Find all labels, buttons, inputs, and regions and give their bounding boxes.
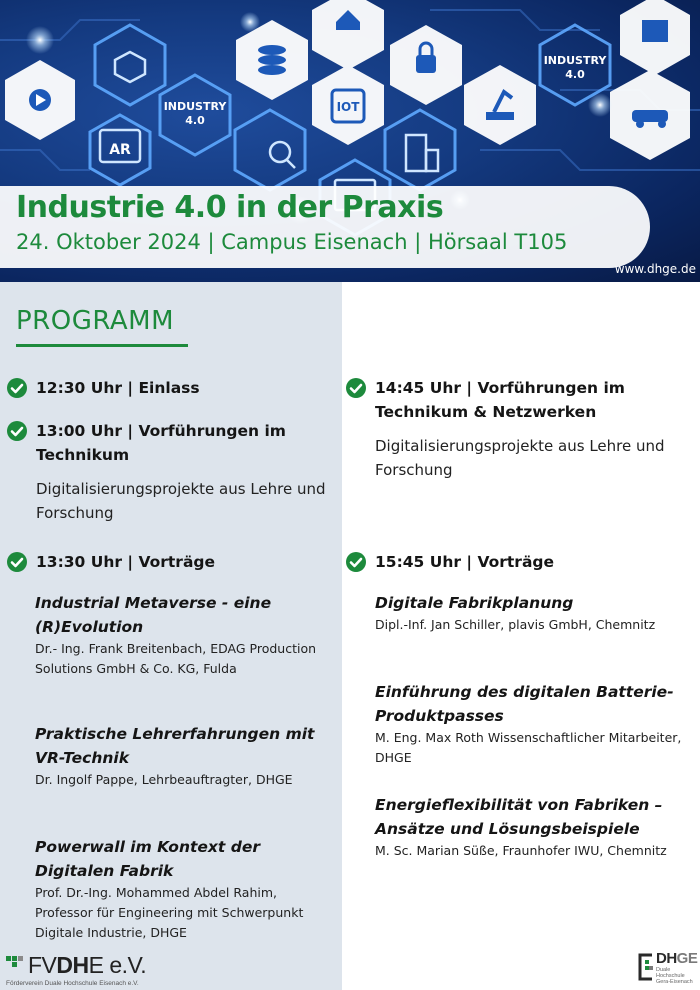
talk-title: Energieflexibilität von Fabriken – Ansätze und Lösungsbeispiele (375, 796, 663, 838)
hex-label-version-2: 4.0 (565, 68, 585, 81)
talk-entry (375, 591, 693, 635)
talk-entry (375, 793, 693, 861)
website-link[interactable]: www.dhge.de (614, 262, 696, 276)
talk-entry (35, 722, 335, 790)
dhge-mark-icon (638, 953, 654, 981)
check-circle-icon (6, 377, 28, 399)
talk-speaker: Dipl.-Inf. Jan Schiller, plavis GmbH, Chemnitz (375, 617, 656, 632)
check-circle-icon (6, 551, 28, 573)
talk-title: Digitale Fabrikplanung (375, 594, 574, 612)
fvdhe-name: FVDHE e.V. (28, 952, 147, 978)
header-banner (0, 0, 700, 282)
fvdhe-subtitle: Förderverein Duale Hochschule Eisenach e.V. (6, 980, 139, 987)
talk-entry (35, 591, 335, 679)
talk-speaker: M. Sc. Marian Süße, Fraunhofer IWU, Chemnitz (375, 843, 667, 858)
schedule-description: Digitalisierungsprojekte aus Lehre und Forschung (36, 480, 326, 522)
schedule-heading: 15:45 Uhr | Vorträge (375, 553, 555, 571)
schedule-heading: 13:00 Uhr | Vorführungen im Technikum (36, 422, 286, 464)
talk-speaker: M. Eng. Max Roth Wissenschaftlicher Mitarbeiter, DHGE (375, 730, 682, 765)
schedule-heading: 14:45 Uhr | Vorführungen im Technikum & Netzwerken (375, 379, 625, 421)
hex-label-industry-1: INDUSTRY (163, 100, 227, 113)
schedule-description: Digitalisierungsprojekte aus Lehre und Forschung (375, 437, 665, 479)
talk-title: Powerwall im Kontext der Digitalen Fabrik (35, 838, 260, 880)
event-title: Industrie 4.0 in der Praxis (16, 190, 444, 225)
schedule-item (345, 376, 690, 482)
check-circle-icon (345, 377, 367, 399)
hex-label-industry-2: INDUSTRY (543, 54, 607, 67)
hex-label-version-1: 4.0 (185, 114, 205, 127)
talk-speaker: Dr.- Ing. Frank Breitenbach, EDAG Production Solutions GmbH & Co. KG, Fulda (35, 641, 317, 676)
talk-title: Einführung des digitalen Batterie-Produktpasses (375, 683, 674, 725)
event-subtitle: 24. Oktober 2024 | Campus Eisenach | Hörsaal T105 (16, 230, 568, 254)
talk-title: Industrial Metaverse - eine (R)Evolution (35, 594, 272, 636)
schedule-item (345, 550, 690, 574)
schedule-item (6, 550, 336, 574)
talk-speaker: Dr. Ingolf Pappe, Lehrbeauftragter, DHGE (35, 772, 293, 787)
check-circle-icon (6, 420, 28, 442)
dhge-abbr: DHGE (656, 950, 698, 967)
schedule-heading: 12:30 Uhr | Einlass (36, 379, 200, 397)
hex-label-iot: IOT (336, 100, 360, 114)
schedule-item (6, 419, 336, 525)
program-heading-underline (16, 344, 188, 347)
title-band (0, 186, 650, 268)
dhge-logo (638, 950, 698, 984)
check-circle-icon (345, 551, 367, 573)
talk-speaker: Prof. Dr.-Ing. Mohammed Abdel Rahim, Professor für Engineering mit Schwerpunkt Digitale Industrie, DHGE (35, 885, 304, 940)
fvdhe-mark-icon (6, 956, 24, 974)
talk-title: Praktische Lehrerfahrungen mit VR-Technik (35, 725, 315, 767)
dhge-fullname: Duale Hochschule Gera-Eisenach (656, 967, 693, 985)
schedule-item (6, 376, 336, 400)
talk-entry (35, 835, 337, 943)
talk-entry (375, 680, 693, 768)
program-heading: PROGRAMM (16, 306, 175, 336)
schedule-heading: 13:30 Uhr | Vorträge (36, 553, 216, 571)
hex-label-ar: AR (109, 142, 131, 158)
